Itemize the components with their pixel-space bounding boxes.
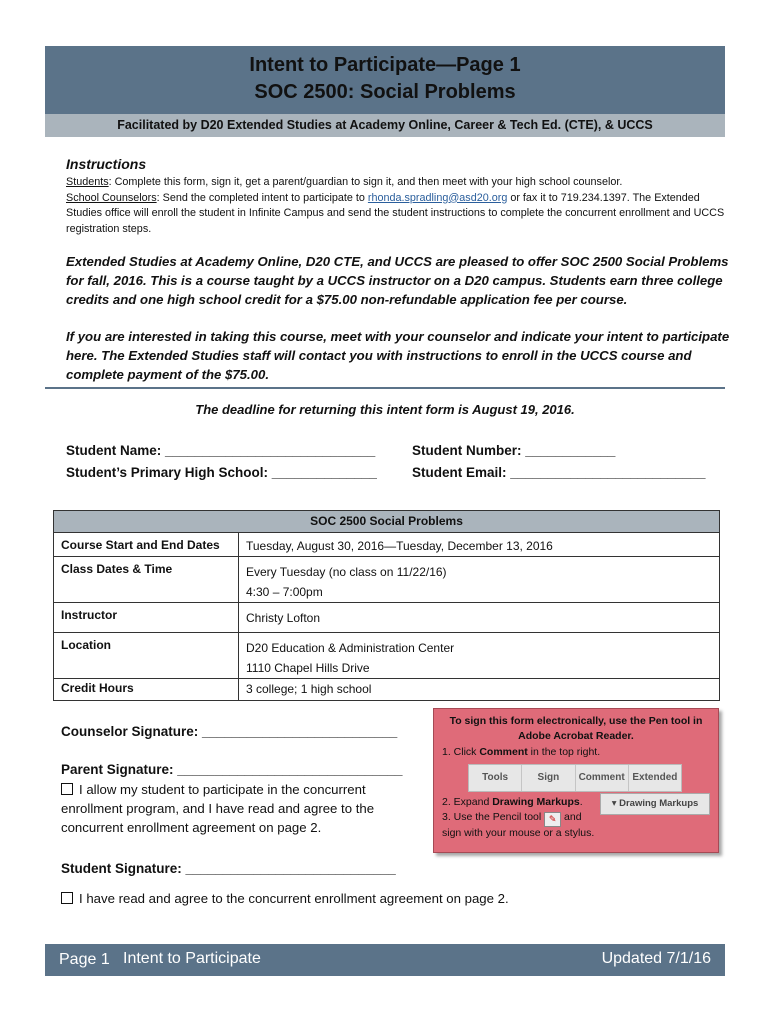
toolbar-sign: Sign	[522, 765, 575, 791]
counselors-text-a: : Send the completed intent to participate to	[156, 191, 368, 204]
parent-consent	[61, 780, 406, 837]
step-2-prefix: 2. Expand	[442, 796, 493, 808]
offer-paragraph: Extended Studies at Academy Online, D20 CTE, and UCCS are pleased to offer SOC 2500 Social Problems for fall, 2016. This is a course taught by a UCCS instructor on a D20 campus. Students earn three college credits and one high school credit for a $75.00 non-refundable application fee per course.	[66, 254, 729, 307]
facilitated-by: Facilitated by D20 Extended Studies at Academy Online, Career & Tech Ed. (CTE), & UCCS	[45, 114, 725, 137]
course-table-title: SOC 2500 Social Problems	[54, 511, 720, 533]
course-title: SOC 2500: Social Problems	[254, 81, 516, 103]
table-row-value	[239, 633, 720, 679]
counselors-text-b: or fax it to 719.234.1397. The Extended Studies office will enroll the student in Infinite Campus and send the student instructions to complete the concurrent enrollment and UCCS registration steps.	[66, 191, 725, 235]
table-row-label: Credit Hours	[54, 679, 239, 701]
student-consent-checkbox[interactable]	[61, 892, 73, 904]
parent-consent-checkbox[interactable]	[61, 783, 73, 795]
toolbar-tools: Tools	[469, 765, 522, 791]
table-row-value	[239, 557, 720, 603]
section-divider	[45, 387, 725, 389]
students-label: Students	[66, 176, 109, 188]
parent-consent-text: I allow my student to participate in the concurrent enrollment program, and I have read and agree to the concurrent enrollment agreement on page 2.	[61, 782, 375, 835]
table-row-label: Location	[54, 633, 239, 679]
form-title: Intent to Participate—Page 1	[249, 54, 521, 76]
class-time: 4:30 – 7:00pm	[246, 585, 323, 599]
table-row-value: Christy Lofton	[239, 603, 720, 633]
esign-heading: To sign this form electronically, use the Pen tool in Adobe Acrobat Reader.	[449, 715, 703, 742]
interest-paragraph: If you are interested in taking this course, meet with your counselor and indicate your intent to participate here. The Extended Studies staff will contact you with instructions to enroll in the UCCS course and complete payment of the $75.00.	[66, 329, 730, 382]
esign-step-4: sign with your mouse or a stylus.	[442, 827, 595, 839]
updated-date: Updated 7/1/16	[601, 950, 711, 967]
page-number: Page 1	[59, 951, 110, 968]
table-row-value: 3 college; 1 high school	[239, 679, 720, 701]
drawing-markups-button-image: ▾ Drawing Markups	[600, 793, 710, 815]
toolbar-extended: Extended	[632, 772, 678, 783]
pencil-icon: ✎	[544, 812, 561, 827]
parent-signature-field[interactable]: Parent Signature: ______________________________	[61, 762, 403, 777]
esign-step-1	[442, 746, 600, 758]
table-row-label: Course Start and End Dates	[54, 533, 239, 557]
location-address: 1110 Chapel Hills Drive	[246, 661, 370, 675]
instructions-heading: Instructions	[66, 156, 147, 172]
step-3-prefix: 3. Use the Pencil tool	[442, 811, 545, 823]
email-link[interactable]: rhonda.spradling@asd20.org	[367, 191, 508, 204]
step-2-keyword: Drawing Markups	[492, 796, 580, 808]
step-3-suffix: and	[561, 811, 582, 823]
primary-school-field[interactable]: Student’s Primary High School: ______________	[66, 465, 377, 480]
esign-step-3	[442, 811, 582, 827]
class-days: Every Tuesday (no class on 11/22/16)	[246, 565, 447, 579]
step-2-suffix: .	[579, 796, 583, 808]
student-consent	[61, 889, 721, 908]
step-1-suffix: in the top right.	[527, 746, 601, 758]
table-row-label: Instructor	[54, 603, 239, 633]
esign-step-2	[442, 796, 583, 808]
footer-title: Intent to Participate	[123, 950, 261, 967]
page-header	[45, 46, 725, 114]
table-row-label: Class Dates & Time	[54, 557, 239, 603]
deadline-notice: The deadline for returning this intent form is August 19, 2016.	[195, 402, 575, 417]
toolbar-comment: Comment	[576, 765, 629, 791]
student-email-field[interactable]: Student Email: __________________________	[412, 465, 706, 480]
student-signature-field[interactable]: Student Signature: ____________________________	[61, 861, 396, 876]
esign-instructions-box	[433, 708, 719, 853]
student-name-field[interactable]: Student Name: ____________________________	[66, 443, 376, 458]
counselors-label: School Counselors	[66, 191, 157, 204]
page-footer	[45, 944, 725, 976]
location-name: D20 Education & Administration Center	[246, 641, 455, 655]
table-row-value: Tuesday, August 30, 2016—Tuesday, December 13, 2016	[239, 533, 720, 557]
students-text: : Complete this form, sign it, get a parent/guardian to sign it, and then meet with your high school counselor.	[108, 176, 623, 188]
step-1-prefix: 1. Click	[442, 746, 480, 758]
counselor-signature-field[interactable]: Counselor Signature: __________________________	[61, 724, 398, 739]
student-number-field[interactable]: Student Number: ____________	[412, 443, 616, 458]
instructions-text	[66, 175, 726, 237]
acrobat-toolbar-image	[468, 764, 682, 792]
step-1-keyword: Comment	[479, 746, 528, 758]
course-info-table	[53, 510, 720, 701]
student-consent-text: I have read and agree to the concurrent enrollment agreement on page 2.	[79, 891, 509, 906]
